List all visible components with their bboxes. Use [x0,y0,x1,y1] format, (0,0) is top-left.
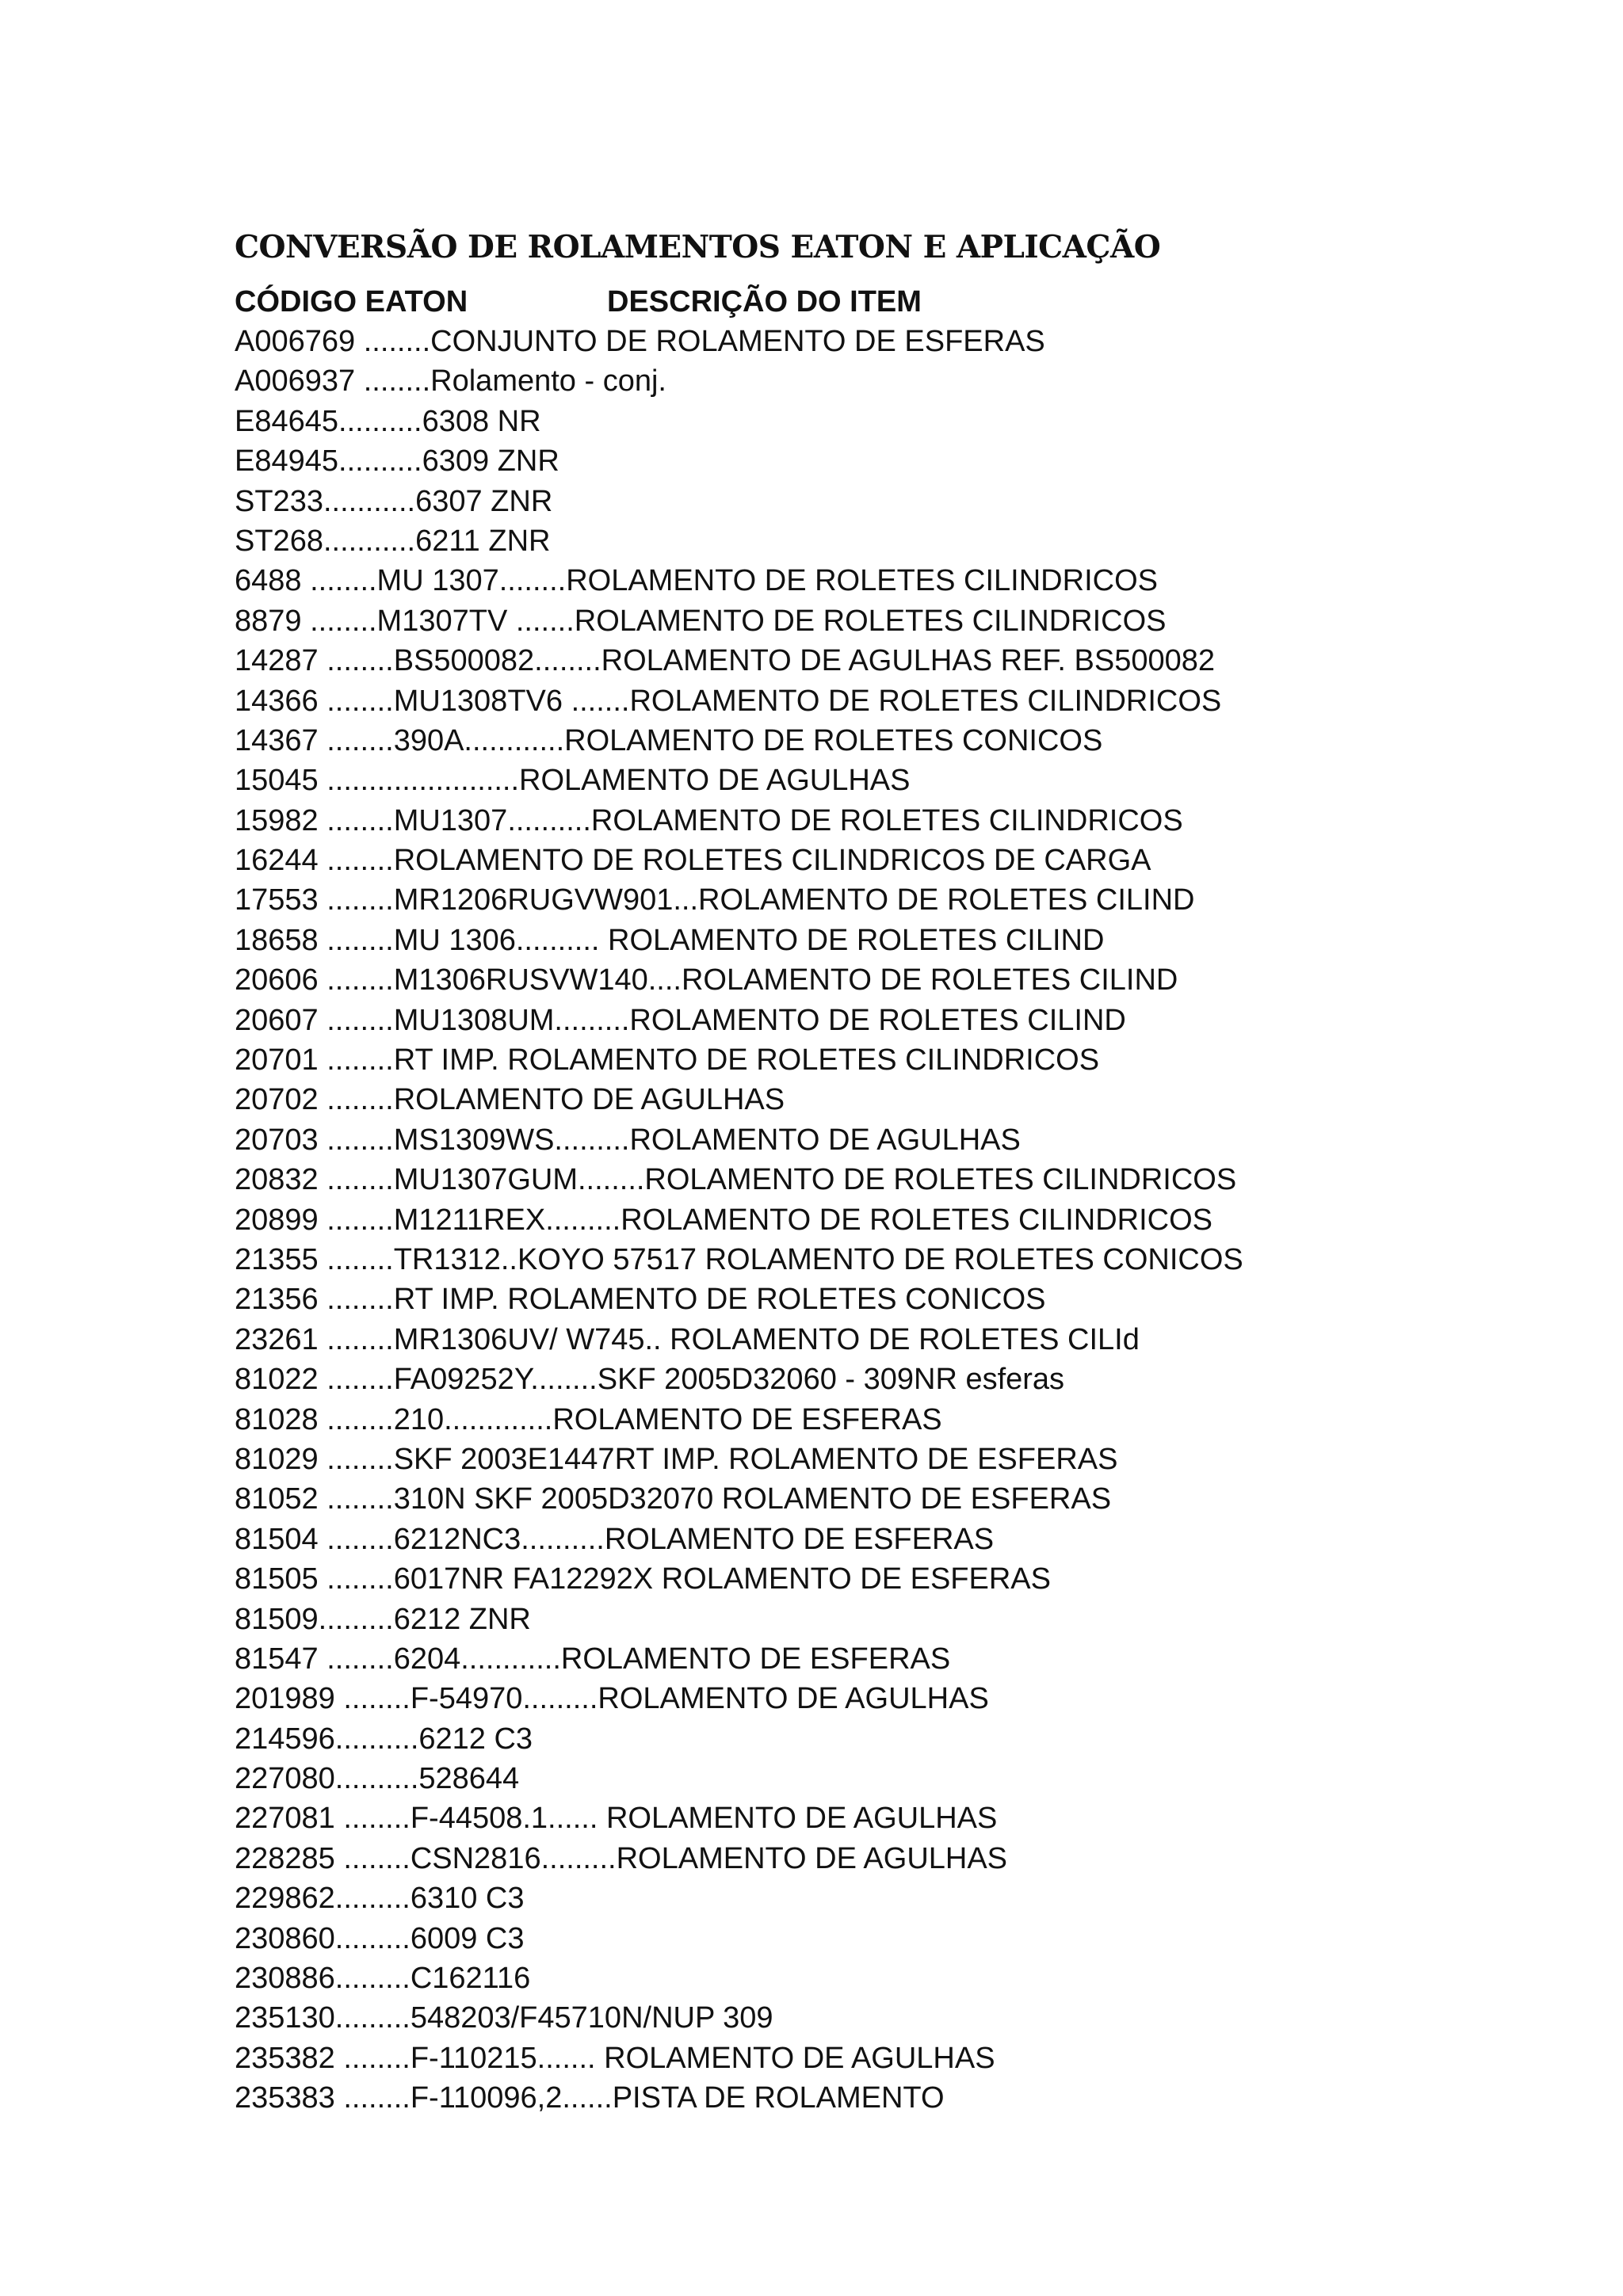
bearing-conversion-list [235,322,1582,2119]
list-item: 23261 ........MR1306UV/ W745.. ROLAMENTO DE ROLETES CILId [235,1322,1140,1356]
list-item: 20606 ........M1306RUSVW140....ROLAMENTO DE ROLETES CILIND [235,963,1178,997]
list-item: 14287 ........BS500082........ROLAMENTO DE AGULHAS REF. BS500082 [235,644,1216,678]
list-item: 81509.........6212 ZNR [235,1602,531,1636]
list-item: 21355 ........TR1312..KOYO 57517 ROLAMENTO DE ROLETES CONICOS [235,1242,1243,1276]
list-item: 227081 ........F-44508.1...... ROLAMENTO DE AGULHAS [235,1802,998,1836]
list-item: ST268...........6211 ZNR [235,524,551,558]
list-item: 20832 ........MU1307GUM........ROLAMENTO DE ROLETES CILINDRICOS [235,1163,1237,1197]
list-item: 229862.........6310 C3 [235,1882,525,1916]
list-item: 21356 ........RT IMP. ROLAMENTO DE ROLETES CONICOS [235,1283,1046,1317]
list-item: E84945..........6309 ZNR [235,444,559,479]
list-item: 228285 ........CSN2816.........ROLAMENTO DE AGULHAS [235,1841,1008,1875]
list-item: 14366 ........MU1308TV6 .......ROLAMENTO DE ROLETES CILINDRICOS [235,684,1222,718]
list-item: 235130.........548203/F45710N/NUP 309 [235,2001,773,2035]
list-item: ST233...........6307 ZNR [235,484,553,518]
list-item: 14367 ........390A............ROLAMENTO DE ROLETES CONICOS [235,723,1103,757]
list-item: A006769 ........CONJUNTO DE ROLAMENTO DE ESFERAS [235,325,1045,358]
list-item: 81029 ........SKF 2003E1447RT IMP. ROLAMENTO DE ESFERAS [235,1442,1118,1476]
list-item: 20702 ........ROLAMENTO DE AGULHAS [235,1083,785,1117]
list-item: 81504 ........6212NC3..........ROLAMENTO DE ESFERAS [235,1522,995,1556]
list-item: 81547 ........6204............ROLAMENTO DE ESFERAS [235,1642,951,1676]
list-item: 201989 ........F-54970.........ROLAMENTO DE AGULHAS [235,1682,989,1716]
list-item: 17553 ........MR1206RUGVW901...ROLAMENTO DE ROLETES CILIND [235,883,1195,917]
list-item: 81022 ........FA09252Y........SKF 2005D32060 - 309NR esferas [235,1363,1065,1397]
list-item: 15045 .......................ROLAMENTO DE AGULHAS [235,764,911,798]
list-item: 18658 ........MU 1306.......... ROLAMENTO DE ROLETES CILIND [235,923,1105,957]
list-item: 20607 ........MU1308UM.........ROLAMENTO DE ROLETES CILIND [235,1003,1126,1037]
list-item: 20703 ........MS1309WS.........ROLAMENTO DE AGULHAS [235,1123,1021,1157]
column-header-code: CÓDIGO EATON [235,285,468,318]
list-item: 16244 ........ROLAMENTO DE ROLETES CILINDRICOS DE CARGA [235,844,1151,878]
list-item: 8879 ........M1307TV .......ROLAMENTO DE ROLETES CILINDRICOS [235,604,1167,638]
list-item: 235383 ........F-110096,2......PISTA DE ROLAMENTO [235,2081,945,2115]
list-item: 81052 ........310N SKF 2005D32070 ROLAMENTO DE ESFERAS [235,1482,1112,1516]
list-item: 214596..........6212 C3 [235,1722,533,1756]
list-item: 230860.........6009 C3 [235,1921,525,1955]
document-title: CONVERSÃO DE ROLAMENTOS EATON E APLICAÇÃO [235,229,1161,265]
list-item: 15982 ........MU1307..........ROLAMENTO DE ROLETES CILINDRICOS [235,803,1183,837]
list-item: 81505 ........6017NR FA12292X ROLAMENTO DE ESFERAS [235,1562,1051,1596]
column-header-description: DESCRIÇÃO DO ITEM [607,285,922,318]
list-item: 227080..........528644 [235,1762,520,1796]
list-item: 235382 ........F-110215....... ROLAMENTO DE AGULHAS [235,2041,995,2075]
list-item: 6488 ........MU 1307........ROLAMENTO DE ROLETES CILINDRICOS [235,564,1158,598]
list-item: E84645..........6308 NR [235,404,541,438]
list-item: 81028 ........210.............ROLAMENTO DE ESFERAS [235,1402,942,1436]
list-item: 20899 ........M1211REX.........ROLAMENTO DE ROLETES CILINDRICOS [235,1203,1212,1237]
list-item: A006937 ........Rolamento - conj. [235,364,666,399]
list-item: 20701 ........RT IMP. ROLAMENTO DE ROLETES CILINDRICOS [235,1043,1100,1077]
list-item: 230886.........C162116 [235,1962,531,1996]
column-headers [235,282,1503,322]
